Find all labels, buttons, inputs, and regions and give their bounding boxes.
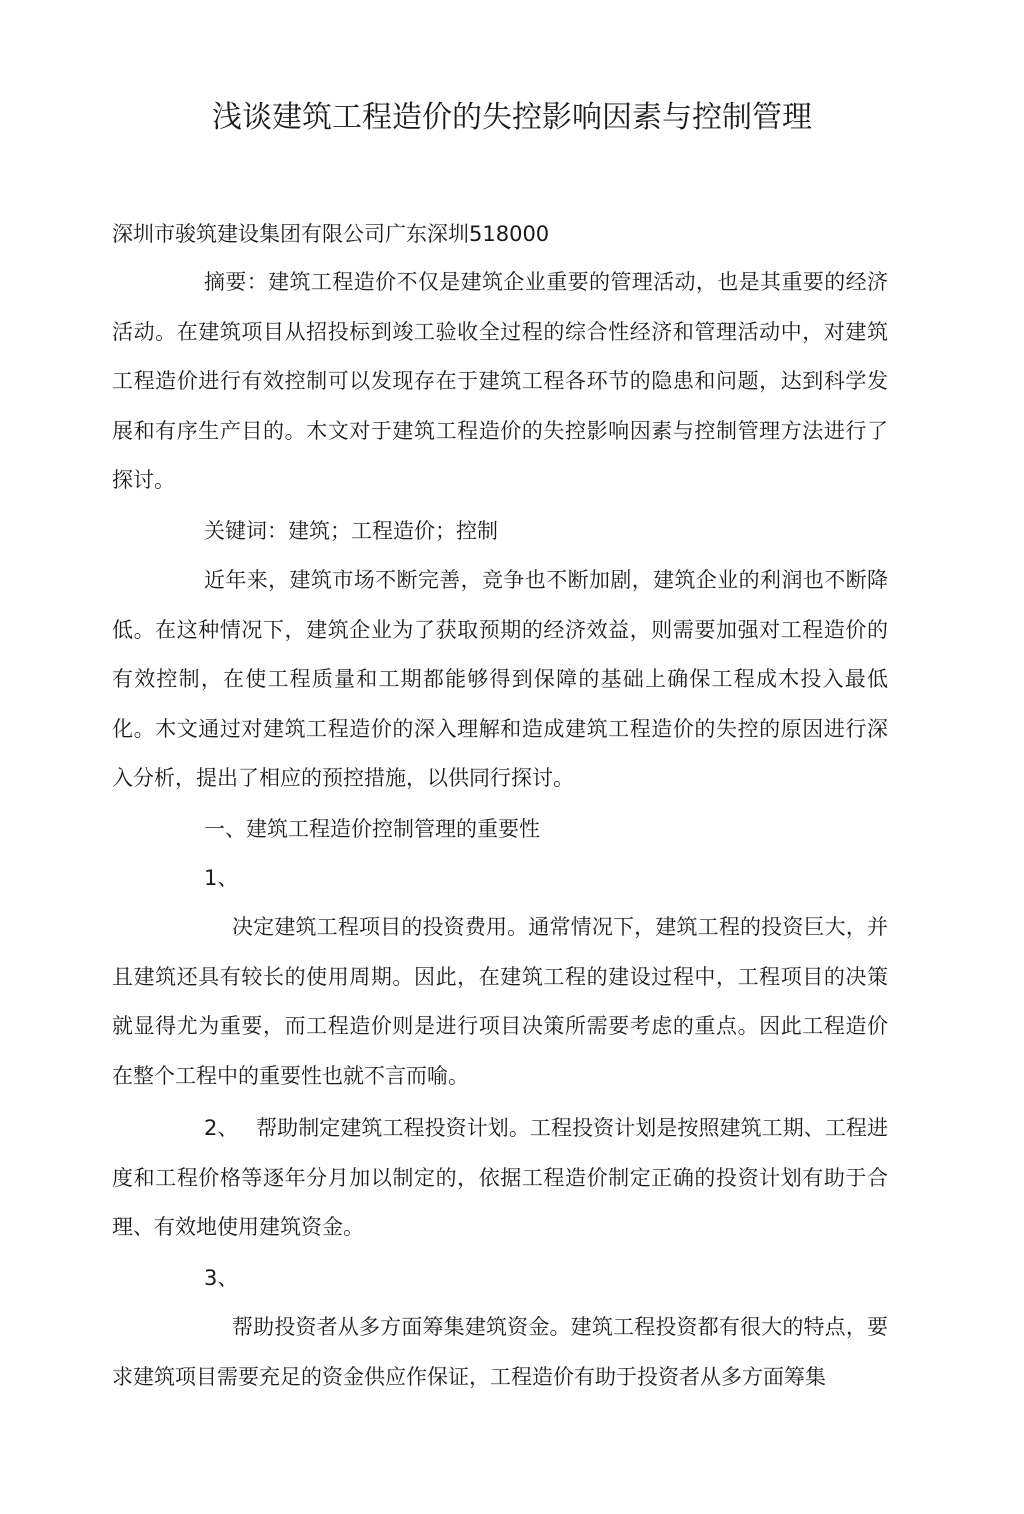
- keywords-line: 关键词：建筑；工程造价；控制: [204, 519, 498, 543]
- section-heading-block: [112, 805, 888, 855]
- item2-text: 帮助制定建筑工程投资计划。工程投资计划是按照建筑工期、工程进度和工程价格等逐年分月加以制定的，依据工程造价制定正确的投资计划有助于合理、有效地使用建筑资金。: [112, 1116, 888, 1239]
- author-affiliation: 深圳市骏筑建设集团有限公司广东深圳518000: [112, 222, 550, 246]
- document-title: 浅谈建筑工程造价的失控影响因素与控制管理: [212, 100, 812, 135]
- abstract-block: [112, 258, 888, 506]
- item3-block: [112, 1303, 888, 1402]
- item2-paragraph: [112, 1104, 888, 1253]
- abstract-paragraph: 摘要：建筑工程造价不仅是建筑企业重要的管理活动，也是其重要的经济活动。在建筑项目从招投标到竣工验收全过程的综合性经济和管理活动中，对建筑工程造价进行有效控制可以发现存在于建筑工程各环节的隐患和问题，达到科学发展和有序生产目的。木文对于建筑工程造价的失控影响因素与控制管理方法进行了探讨。: [112, 270, 888, 492]
- section-heading: 一、建筑工程造价控制管理的重要性: [204, 817, 540, 841]
- item3-paragraph: 帮助投资者从多方面筹集建筑资金。建筑工程投资都有很大的特点，要求建筑项目需要充足的资金供应作保证，工程造价有助于投资者从多方面筹集: [112, 1315, 888, 1389]
- item1-number: 1、: [204, 866, 239, 890]
- item3-number: 3、: [204, 1266, 239, 1290]
- intro-paragraph: 近年来，建筑市场不断完善，竞争也不断加剧，建筑企业的利润也不断降低。在这种情况下，建筑企业为了获取预期的经济效益，则需要加强对工程造价的有效控制，在使工程质量和工期都能够得到保障的基础上确保工程成木投入最低化。木文通过对建筑工程造价的深入理解和造成建筑工程造价的失控的原因进行深入分析，提出了相应的预控措施，以供同行探讨。: [112, 568, 888, 790]
- item3-number-block: [112, 1254, 888, 1304]
- keywords-block: [112, 507, 888, 557]
- item2-number: 2、: [204, 1116, 239, 1140]
- item1-number-block: [112, 854, 888, 904]
- item1-paragraph: 决定建筑工程项目的投资费用。通常情况下，建筑工程的投资巨大，并且建筑还具有较长的使用周期。因此，在建筑工程的建设过程中，工程项目的决策就显得尤为重要，而工程造价则是进行项目决策所需要考虑的重点。因此工程造价在整个工程中的重要性也就不言而喻。: [112, 915, 888, 1088]
- item1-block: [112, 903, 888, 1101]
- item2-block: [112, 1104, 888, 1253]
- intro-block: [112, 556, 888, 804]
